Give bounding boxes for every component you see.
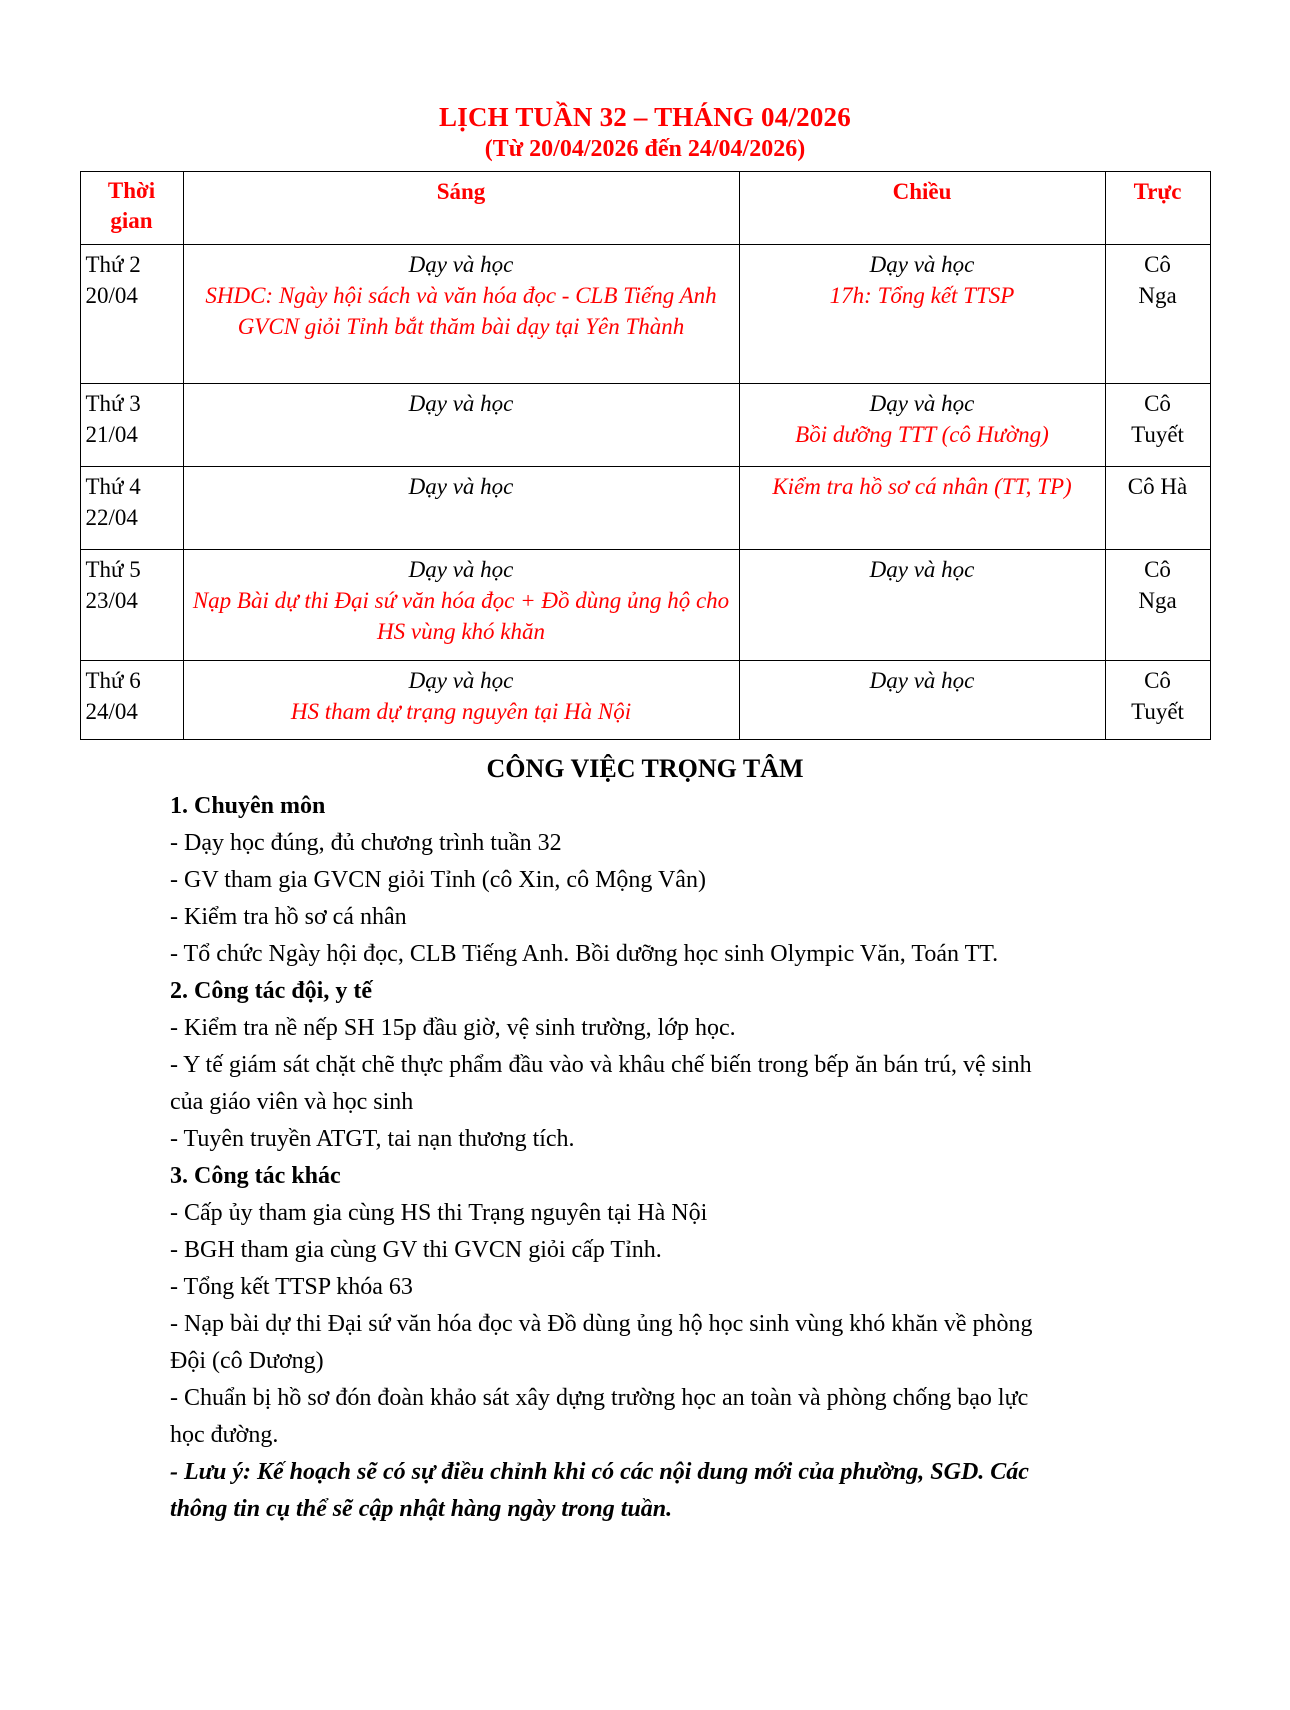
- activity-highlight: Kiểm tra hồ sơ cá nhân (TT, TP): [772, 474, 1072, 499]
- cell-duty: [1105, 245, 1210, 384]
- content-line: - GV tham gia GVCN giỏi Tỉnh (cô Xin, cô Mộng Vân): [170, 867, 706, 893]
- content-line: - Dạy học đúng, đủ chương trình tuần 32: [170, 830, 562, 856]
- cell-duty: [1105, 550, 1210, 661]
- activity-text: Dạy và học: [869, 252, 975, 277]
- duty-line: Tuyết: [1131, 422, 1184, 447]
- column-header-duty: Trực: [1105, 172, 1210, 245]
- duty-line: Cô: [1144, 252, 1171, 277]
- duty-line: Tuyết: [1131, 699, 1184, 724]
- content-line: - Chuẩn bị hồ sơ đón đoàn khảo sát xây dựng trường học an toàn và phòng chống bạo lực học đường.: [170, 1385, 1029, 1448]
- column-header-time-line2: gian: [110, 208, 153, 233]
- schedule-table-body: [80, 245, 1210, 740]
- activity-text: Dạy và học: [869, 391, 975, 416]
- page-title: LỊCH TUẦN 32 – THÁNG 04/2026: [439, 102, 851, 132]
- activity-highlight: GVCN giỏi Tỉnh bắt thăm bài dạy tại Yên Thành: [237, 314, 685, 339]
- content-line: - Y tế giám sát chặt chẽ thực phẩm đầu vào và khâu chế biến trong bếp ăn bán trú, vệ sinh của giáo viên và học sinh: [170, 1052, 1032, 1115]
- cell-time: [80, 384, 183, 467]
- cell-time: [80, 245, 183, 384]
- activity-text: Dạy và học: [869, 668, 975, 693]
- activity-text: Dạy và học: [408, 474, 514, 499]
- day-label: Thứ 2: [85, 252, 141, 277]
- cell-morning: [183, 245, 739, 384]
- section-heading: 2. Công tác đội, y tế: [170, 978, 372, 1004]
- cell-afternoon: [739, 467, 1105, 550]
- content-line: - Tổ chức Ngày hội đọc, CLB Tiếng Anh. Bồi dưỡng học sinh Olympic Văn, Toán TT.: [170, 941, 999, 967]
- date-label: 23/04: [85, 588, 138, 613]
- page-subtitle: (Từ 20/04/2026 đến 24/04/2026): [484, 136, 806, 162]
- activity-highlight: SHDC: Ngày hội sách và văn hóa đọc - CLB Tiếng Anh: [205, 283, 717, 308]
- date-label: 22/04: [85, 505, 138, 530]
- activity-text: Dạy và học: [408, 557, 514, 582]
- content-line: - Tổng kết TTSP khóa 63: [170, 1274, 413, 1300]
- cell-duty: [1105, 384, 1210, 467]
- column-header-time: [80, 172, 183, 245]
- cell-afternoon: [739, 550, 1105, 661]
- duty-line: Cô: [1144, 391, 1171, 416]
- table-row: [80, 384, 1210, 467]
- cell-morning: [183, 384, 739, 467]
- activity-text: Dạy và học: [408, 252, 514, 277]
- activity-text: Dạy và học: [408, 391, 514, 416]
- footer-note: - Lưu ý: Kế hoạch sẽ có sự điều chỉnh khi có các nội dung mới của phường, SGD. Các thông tin cụ thể sẽ cập nhật hàng ngày trong tuần.: [170, 1459, 1029, 1522]
- duty-line: Cô Hà: [1127, 474, 1188, 499]
- cell-time: [80, 550, 183, 661]
- table-row: [80, 550, 1210, 661]
- day-label: Thứ 6: [85, 668, 141, 693]
- date-label: 21/04: [85, 422, 138, 447]
- section-heading: 3. Công tác khác: [170, 1163, 341, 1189]
- duty-line: Nga: [1138, 588, 1177, 613]
- schedule-header-row: [80, 172, 1210, 245]
- duty-line: Cô: [1144, 668, 1171, 693]
- table-row: [80, 467, 1210, 550]
- day-label: Thứ 4: [85, 474, 141, 499]
- activity-highlight: HS tham dự trạng nguyên tại Hà Nội: [290, 699, 632, 724]
- content-line: - Cấp ủy tham gia cùng HS thi Trạng nguyên tại Hà Nội: [170, 1200, 708, 1226]
- content-line: - Kiểm tra nề nếp SH 15p đầu giờ, vệ sinh trường, lớp học.: [170, 1015, 736, 1041]
- date-label: 24/04: [85, 699, 138, 724]
- activity-highlight: Bồi dưỡng TTT (cô Hường): [795, 422, 1049, 447]
- cell-afternoon: [739, 384, 1105, 467]
- cell-afternoon: [739, 245, 1105, 384]
- activity-highlight: Nạp Bài dự thi Đại sứ văn hóa đọc + Đồ dùng ủng hộ cho HS vùng khó khăn: [192, 588, 730, 644]
- main-heading: CÔNG VIỆC TRỌNG TÂM: [486, 754, 804, 783]
- cell-time: [80, 661, 183, 740]
- activity-text: Dạy và học: [408, 668, 514, 693]
- content-line: - Nạp bài dự thi Đại sứ văn hóa đọc và Đồ dùng ủng hộ học sinh vùng khó khăn về phòng Đội (cô Dương): [170, 1311, 1033, 1374]
- cell-duty: [1105, 467, 1210, 550]
- cell-morning: [183, 467, 739, 550]
- weekly-schedule-table: [80, 171, 1211, 740]
- duty-line: Cô: [1144, 557, 1171, 582]
- schedule-table-head: [80, 172, 1210, 245]
- content-line: - Tuyên truyền ATGT, tai nạn thương tích.: [170, 1126, 575, 1152]
- duty-line: Nga: [1138, 283, 1177, 308]
- cell-duty: [1105, 661, 1210, 740]
- title-block: [0, 0, 1290, 165]
- cell-time: [80, 467, 183, 550]
- table-row: [80, 661, 1210, 740]
- content-line: - BGH tham gia cùng GV thi GVCN giỏi cấp Tỉnh.: [170, 1237, 662, 1263]
- section-heading: 1. Chuyên môn: [170, 793, 326, 819]
- day-label: Thứ 5: [85, 557, 141, 582]
- date-label: 20/04: [85, 283, 138, 308]
- cell-afternoon: [739, 661, 1105, 740]
- table-row: [80, 245, 1210, 384]
- content-line: - Kiểm tra hồ sơ cá nhân: [170, 904, 407, 930]
- main-content: [170, 788, 1050, 1528]
- column-header-morning: Sáng: [183, 172, 739, 245]
- activity-text: Dạy và học: [869, 557, 975, 582]
- column-header-time-line1: Thời: [107, 178, 156, 203]
- day-label: Thứ 3: [85, 391, 141, 416]
- column-header-afternoon: Chiều: [739, 172, 1105, 245]
- cell-morning: [183, 550, 739, 661]
- cell-morning: [183, 661, 739, 740]
- activity-highlight: 17h: Tổng kết TTSP: [829, 283, 1015, 308]
